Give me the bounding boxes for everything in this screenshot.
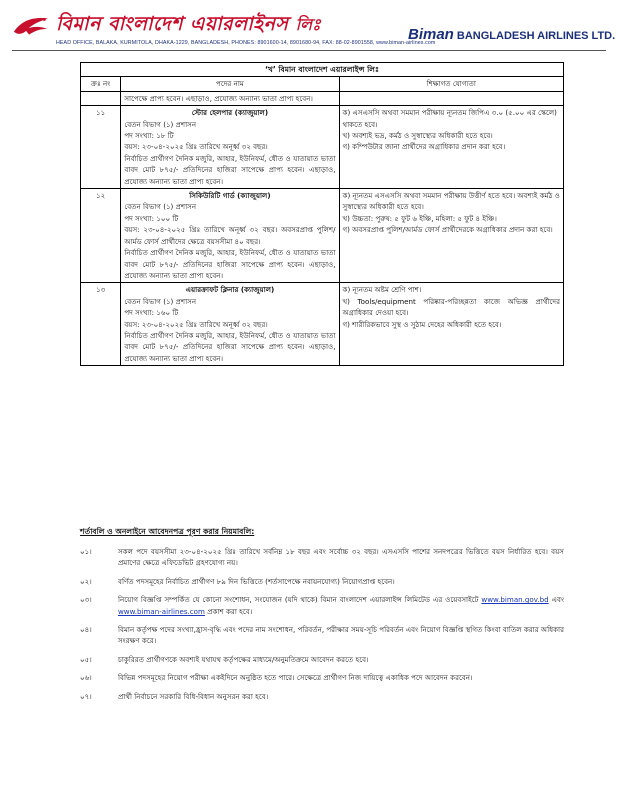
qualification-item: খ) Tools/equipment পরিষ্কার-পরিচ্ছন্নতা কাজে অভিজ্ঞ প্রার্থীদের অগ্রাধিকার দেওয়া হবে। (342, 296, 560, 318)
post-title: এয়ারক্রাফট ক্লিনার (ক্যাজুয়াল) (185, 285, 275, 295)
post-cell (121, 283, 339, 366)
vacancy-table (80, 62, 564, 366)
brand-name-bengali (56, 10, 321, 42)
qualification-item: গ) অবসরপ্রাপ্ত পুলিশ/আর্মড ফোর্স প্রার্থীদেরকে অগ্রাধিকার প্রদান করা হবে। (342, 225, 553, 235)
qualification-item: খ) অবশ্যই ভদ্র, কর্মঠ ও সুস্বাস্থ্যের অধিকারী হতে হবে। (342, 131, 493, 141)
post-detail: পদ সংখ্যা: ১৮ টি (124, 131, 174, 141)
qualification-item: ক) এসএসসি অথবা সমমান পরীক্ষায় ন্যূনতম জিপিএ ৩.০ (৫.০০ এর স্কেলে) থাকতে হবে। (342, 108, 557, 129)
term-text: প্রার্থী নির্বাচনে সরকারি বিধি-বিধান অনুসরন করা হবে। (118, 691, 269, 701)
row-no-cell (81, 91, 121, 105)
post-detail: বেতন বিভাগ (১) প্রশাসন (124, 296, 197, 306)
term-number: ০৩। (80, 595, 92, 605)
row-no: ১২ (81, 189, 121, 283)
term-text (118, 594, 564, 617)
brand-name-english (408, 26, 615, 44)
table-header-row (81, 77, 564, 91)
post-detail: বেতন বিভাগ (১) প্রশাসন (124, 119, 197, 129)
term-number: ০৪। (80, 625, 92, 635)
term-text: বর্ণিত পদসমূহের নির্বাচিত প্রার্থীগণ ৮৯ দিন ভিত্তিতে (শর্তসাপেক্ষে নবায়নযোগ্য) নিয়োগপ্রাপ্ত হবেন। (118, 576, 395, 586)
row-no: ১১ (81, 106, 121, 189)
brand-bengali-suffix: লিঃ (295, 15, 322, 34)
qualification-cell (339, 283, 563, 366)
post-title: সিকিউরিটি গার্ড (ক্যাজুয়াল) (189, 191, 271, 201)
terms-list (80, 546, 564, 709)
term-number: ০১। (80, 547, 92, 556)
qualification-item: খ) উচ্চতা: পুরুষ: ৫ ফুট ৬ ইঞ্চি, মহিলা: ৫ ফুট ৪ ইঞ্চি। (342, 213, 497, 223)
post-detail: বেতন বিভাগ (১) প্রশাসন (124, 202, 197, 212)
post-detail: পদ সংখ্যা: ১০০ টি (124, 213, 179, 223)
list-item (80, 691, 564, 702)
table-row (81, 189, 564, 283)
list-item (80, 624, 564, 647)
header-divider (12, 50, 606, 51)
qualification-cell (339, 106, 563, 189)
post-cell (121, 106, 339, 189)
row-qual-cell (339, 91, 563, 105)
col-header-no: ক্রঃ নং (81, 77, 121, 91)
biman-stork-logo-icon (12, 12, 50, 42)
terms-title: শর্তাবলি ও অনলাইনে আবেদনপত্র পূরণ করার নিয়মাবলি: (80, 527, 255, 536)
term-03-prefix: নিয়োগ বিজ্ঞপ্তি সম্পর্কিত যে কোনো সংশোধন, সংযোজন (যদি থাকে) বিমান বাংলাদেশ এয়ারলাইন্স লিমিটেড এর ওয়েবসাইটে (118, 595, 479, 605)
col-header-qualification: শিক্ষাগত যোগ্যতা (339, 77, 563, 91)
table-caption: ‘খ’ বিমান বাংলাদেশ এয়ারলাইন্স লিঃ (81, 63, 564, 77)
biman-gov-link[interactable]: www.biman.gov.bd (481, 595, 549, 605)
brand-bengali-main: বিমান বাংলাদেশ এয়ারলাইনস (56, 13, 289, 35)
brand-english-big: Biman (408, 26, 454, 43)
qualification-item: গ) শারীরিকভাবে সুস্থ ও সুঠাম দেহের অধিকারী হতে হবে। (342, 319, 502, 329)
brand-english-rest: BANGLADESH AIRLINES LTD. (453, 30, 616, 42)
continuation-text: সাপেক্ষে প্রাপ্য হবেন। এছাড়াও, প্রযোজ্য অন্যান্য ভাতা প্রাপ্য হবেন। (121, 91, 339, 105)
post-title: স্টোর হেলপার (ক্যাজুয়াল) (191, 108, 269, 118)
post-detail: বয়স: ২৩-০৪-২০২৫ খ্রিঃ তারিখে অনূর্ধ্ব ৩২ বছর। (124, 319, 268, 329)
term-03-suffix: প্রকাশ করা হবে। (207, 606, 253, 616)
post-detail: নির্বাচিত প্রার্থীগণ দৈনিক মজুরি, আহার, ইউনিফর্ম, ধৌত ও যাতায়াত ভাতা বাবদ মোট ৮৭৫/- প্রতিদিনের হাজিরা সাপেক্ষে প্রাপ্য হবেন। এছাড়াও, প্রযোজ্য অন্যান্য ভাতা প্রাপ্য হবেন। (124, 330, 336, 363)
post-detail: নির্বাচিত প্রার্থীগণ দৈনিক মজুরি, আহার, ইউনিফর্ম, ধৌত ও যাতায়াত ভাতা বাবদ মোট ৮৭৫/- প্রতিদিনের হাজিরা সাপেক্ষে প্রাপ্য হবেন। এছাড়াও, প্রযোজ্য অন্যান্য ভাতা প্রাপ্য হবেন। (124, 153, 336, 186)
list-item (80, 576, 564, 587)
post-detail: বয়স: ২৩-০৪-২০২৫ খ্রিঃ তারিখে অনূর্ধ্ব ৩২ বছর। অবসরপ্রাপ্ত পুলিশ/আর্মড ফোর্স প্রার্থীদের ক্ষেত্রে বয়সসীমা ৪০ বছর। (124, 225, 336, 246)
head-office-address: HEAD OFFICE, BALAKA, KURMITOLA, DHAKA-1229, BANGLADESH, PHONES: 8901600-14, 8901680-94, FAX: 88-02-8901558, www.biman-airlines.com (56, 40, 436, 46)
term-number: ০৭। (80, 691, 92, 701)
post-cell (121, 189, 339, 283)
term-text: বিভিন্ন পদসমূহের নিয়োগ পরীক্ষা একইদিনে অনুষ্ঠিত হতে পারে। সেক্ষেত্রে প্রার্থীগণ নিজ দায়িত্বে একাধিক পদে আবেদন করবেন। (118, 673, 473, 683)
qualification-item: ক) ন্যূনতম অষ্টম শ্রেণি পাশ। (342, 285, 422, 295)
post-detail: পদ সংখ্যা: ১৬০ টি (124, 308, 179, 318)
list-item (80, 546, 564, 569)
biman-airlines-link[interactable]: www.biman-airlines.com (118, 606, 205, 616)
term-number: ০২। (80, 576, 92, 586)
term-number: ০৫। (80, 654, 92, 664)
table-row (81, 106, 564, 189)
qualification-item: গ) কম্পিউটার জানা প্রার্থীদের অগ্রাধিকার প্রদান করা হবে। (342, 142, 506, 152)
term-number: ০৬। (80, 673, 92, 683)
letterhead (12, 12, 616, 50)
qualification-cell (339, 189, 563, 283)
list-item (80, 672, 564, 683)
col-header-post: পদের নাম (121, 77, 339, 91)
table-row (81, 283, 564, 366)
list-item (80, 654, 564, 665)
table-caption-row (81, 63, 564, 77)
term-text: বিমান কর্তৃপক্ষ পদের সংখ্যা,হ্রাস-বৃদ্ধি এবং পদের নাম সংশোধন, পরিবর্তন, পরীক্ষার সময়-সূচি পরিবর্তন এবং নিয়োগ বিজ্ঞপ্তি স্থগিত কিংবা বাতিল করার অধিকার সংরক্ষণ করে। (118, 625, 564, 646)
term-text: সকল পদে বয়সসীমা ২৩-০৪-২০২৫ খ্রিঃ তারিখে সর্বনিম্ন ১৮ বছর এবং সর্বোচ্চ ৩২ বছর। এসএসসি পাশের সনদপত্রের ভিত্তিতে বয়স নির্ধারিত হবে। বয়স প্রমাণের ক্ষেত্রে এফিডেভিট গ্রহণযোগ্য নয়। (118, 547, 564, 568)
link-joiner: এবং (551, 595, 564, 605)
row-no: ১৩ (81, 283, 121, 366)
list-item (80, 594, 564, 617)
post-detail: বয়স: ২৩-০৪-২০২৫ খ্রিঃ তারিখে অনূর্ধ্ব ৩২ বছর। (124, 142, 268, 152)
qualification-item: ক) ন্যূনতম এসএসসি অথবা সমমান পরীক্ষায় উত্তীর্ণ হতে হবে। অবশ্যই কর্মঠ ও সুস্বাস্থ্যের অধিকারী হতে হবে। (342, 191, 560, 212)
term-text: চাকুরিরত প্রার্থীগণকে অবশ্যই যথাযথ কর্তৃপক্ষের মাধ্যমে/অনুমতিক্রমে আবেদন করতে হবে। (118, 654, 369, 664)
table-row-continuation (81, 91, 564, 105)
post-detail: নির্বাচিত প্রার্থীগণ দৈনিক মজুরি, আহার, ইউনিফর্ম, ধৌত ও যাতায়াত ভাতা বাবদ মোট ৮৭৫/- প্রতিদিনের হাজিরা সাপেক্ষে প্রাপ্য হবেন। এছাড়াও, প্রযোজ্য অন্যান্য ভাতা প্রাপ্য হবেন। (124, 248, 336, 280)
